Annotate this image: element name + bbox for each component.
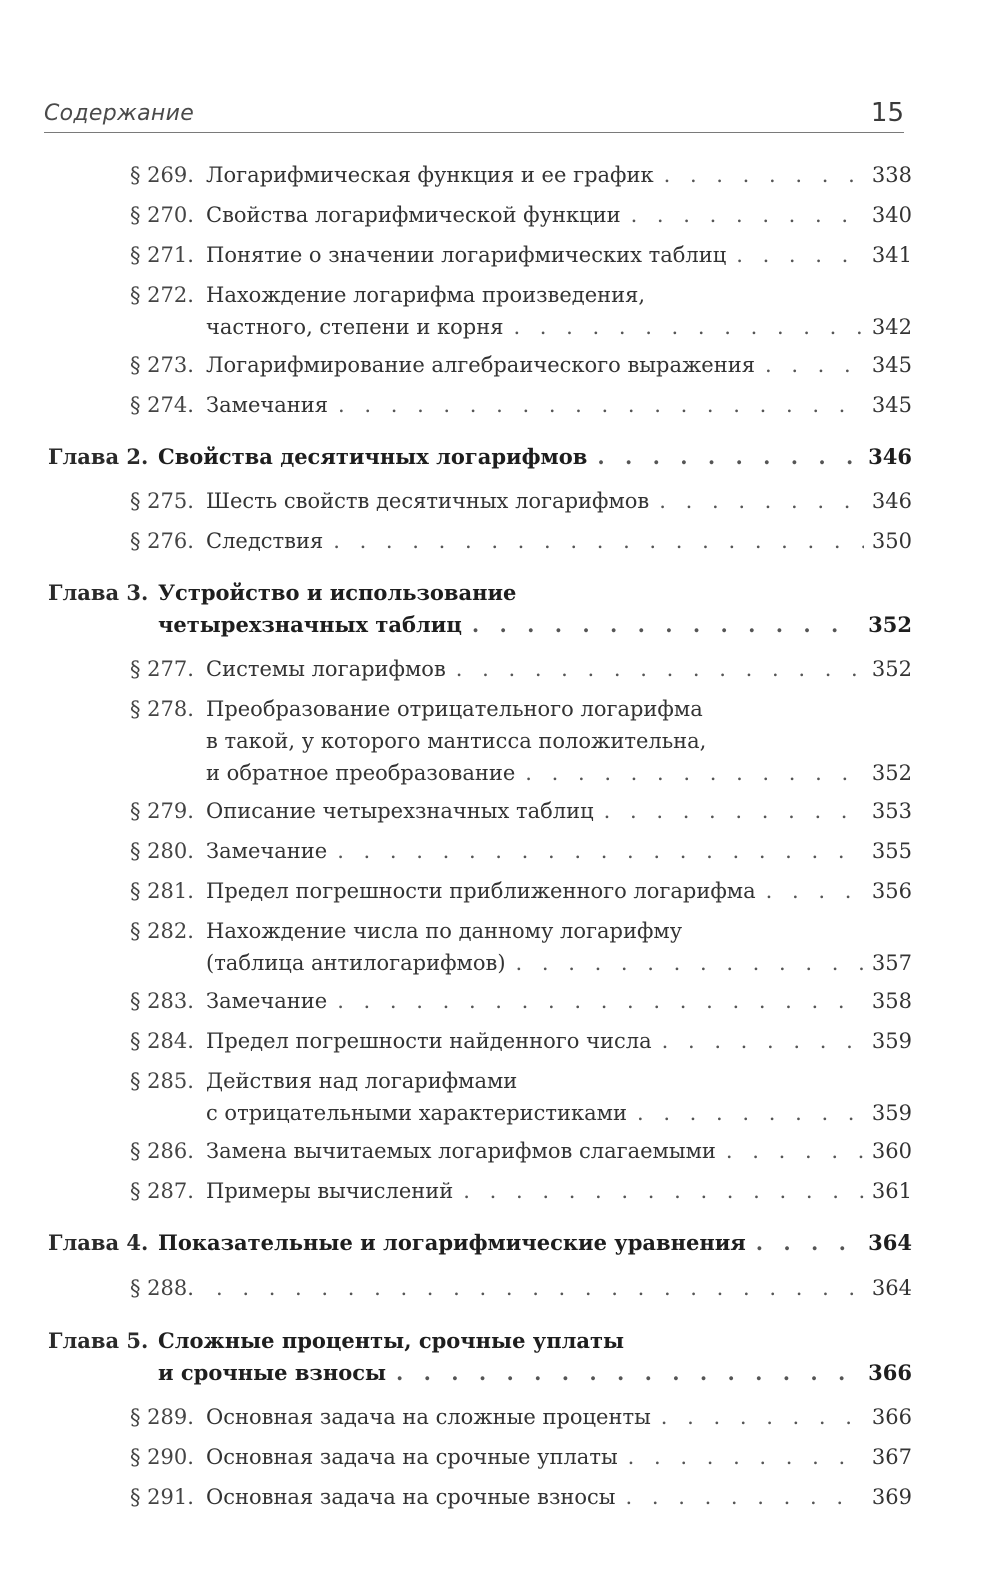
entry-title: Показательные и логарифмические уравнения (158, 1230, 746, 1255)
section-number: § 270. (130, 203, 194, 227)
toc-line (206, 1098, 912, 1128)
toc-line (158, 578, 912, 608)
section-number: § 273. (130, 353, 194, 377)
dot-leader (396, 1358, 860, 1388)
dot-leader (756, 1228, 860, 1258)
page-reference: 360 (871, 1139, 912, 1163)
entry-title: (таблица антилогарифмов) (206, 951, 506, 975)
toc-line (206, 948, 912, 978)
dot-leader (661, 1402, 864, 1432)
entry-title: Шесть свойств десятичных логарифмов (206, 489, 650, 513)
section-number: § 289. (130, 1405, 194, 1429)
dot-leader (513, 312, 863, 342)
section-number: § 279. (130, 799, 194, 823)
toc-line (206, 1442, 912, 1472)
dot-leader (525, 758, 864, 788)
entry-title: в такой, у которого мантисса положительна, (206, 729, 707, 753)
entry-title: Нахождение числа по данному логарифму (206, 919, 683, 943)
page-reference: 352 (871, 657, 912, 681)
dot-leader (626, 1482, 864, 1512)
dot-leader (338, 390, 864, 420)
entry-title: Предел погрешности найденного числа (206, 1029, 652, 1053)
toc-line (206, 350, 912, 380)
chapter-number: Глава 5. (48, 1328, 149, 1353)
section-number: § 280. (130, 839, 194, 863)
section-number: § 269. (130, 163, 194, 187)
page-reference: 357 (871, 951, 912, 975)
dot-leader (337, 836, 864, 866)
entry-title: Свойства логарифмической функции (206, 203, 621, 227)
toc-line (206, 200, 912, 230)
section-number: § 281. (130, 879, 194, 903)
page-reference: 361 (871, 1179, 912, 1203)
toc-line (206, 1176, 912, 1206)
toc-line (206, 796, 912, 826)
toc-line (206, 986, 912, 1016)
toc-line (206, 836, 912, 866)
section-number: § 282. (130, 919, 194, 943)
dot-leader (216, 1273, 864, 1303)
page-reference: 353 (871, 799, 912, 823)
toc-line (158, 1326, 912, 1356)
entry-title: Нахождение логарифма произведения, (206, 283, 646, 307)
running-title: Содержание (44, 101, 195, 126)
toc-line (158, 442, 912, 472)
entry-title: Описание четырехзначных таблиц (206, 799, 594, 823)
entry-title: Следствия (206, 529, 324, 553)
dot-leader (726, 1136, 864, 1166)
toc-line (206, 876, 912, 906)
page-reference: 369 (871, 1485, 912, 1509)
section-number: § 275. (130, 489, 194, 513)
entry-title: Основная задача на срочные уплаты (206, 1445, 618, 1469)
entry-title: с отрицательными характеристиками (206, 1101, 627, 1125)
page-reference: 364 (871, 1276, 912, 1300)
section-number: § 285. (130, 1069, 194, 1093)
entry-title: частного, степени и корня (206, 315, 504, 339)
dot-leader (337, 986, 864, 1016)
toc-line (158, 1358, 912, 1388)
entry-title: Замечания (206, 393, 329, 417)
toc-line (206, 526, 912, 556)
page-reference: 346 (871, 489, 912, 513)
section-number: § 272. (130, 283, 194, 307)
section-number: § 277. (130, 657, 194, 681)
toc-line (206, 486, 912, 516)
section-number: § 284. (130, 1029, 194, 1053)
dot-leader (604, 796, 864, 826)
chapter-number: Глава 2. (48, 444, 149, 469)
section-number: § 290. (130, 1445, 194, 1469)
toc-line (206, 312, 912, 342)
page-reference: 358 (871, 989, 912, 1013)
entry-title: и срочные взносы (158, 1360, 387, 1385)
dot-leader (766, 876, 864, 906)
page-reference: 345 (871, 353, 912, 377)
toc-line (158, 610, 912, 640)
page-reference: 345 (871, 393, 912, 417)
page-reference: 341 (871, 243, 912, 267)
page-reference: 342 (871, 315, 912, 339)
dot-leader (463, 1176, 864, 1206)
toc-line (206, 1402, 912, 1432)
section-number: § 283. (130, 989, 194, 1013)
toc-line (206, 758, 912, 788)
dot-leader (628, 1442, 864, 1472)
entry-title: Устройство и использование (158, 580, 517, 605)
toc-line (206, 240, 912, 270)
toc-line (206, 1136, 912, 1166)
entry-title: Замена вычитаемых логарифмов слагаемыми (206, 1139, 716, 1163)
entry-title: Предел погрешности приближенного логарифма (206, 879, 756, 903)
dot-leader (662, 1026, 864, 1056)
section-number: § 288. (130, 1276, 194, 1300)
page-reference: 366 (871, 1405, 912, 1429)
entry-title: Примеры вычислений (206, 1179, 454, 1203)
page-reference: 346 (868, 444, 912, 469)
entry-title: Понятие о значении логарифмических таблиц (206, 243, 727, 267)
page-reference: 359 (871, 1029, 912, 1053)
entry-title: Сложные проценты, срочные уплаты (158, 1328, 625, 1353)
page-reference: 359 (871, 1101, 912, 1125)
section-number: § 291. (130, 1485, 194, 1509)
entry-title: Свойства десятичных логарифмов (158, 444, 588, 469)
dot-leader (736, 240, 864, 270)
page-reference: 356 (871, 879, 912, 903)
dot-leader (597, 442, 860, 472)
toc-line (206, 654, 912, 684)
dot-leader (765, 350, 864, 380)
section-number: § 274. (130, 393, 194, 417)
toc-line (206, 916, 912, 946)
entry-title: Замечание (206, 839, 328, 863)
toc-line (206, 1066, 912, 1096)
page-number: 15 (870, 98, 904, 128)
page-reference: 338 (871, 163, 912, 187)
page-reference: 350 (871, 529, 912, 553)
section-number: § 271. (130, 243, 194, 267)
entry-title: Основная задача на срочные взносы (206, 1485, 616, 1509)
entry-title: Логарифмическая функция и ее график (206, 163, 654, 187)
page-reference: 352 (868, 612, 912, 637)
dot-leader (333, 526, 864, 556)
page-reference: 340 (871, 203, 912, 227)
toc-line (206, 1273, 912, 1303)
page-reference: 366 (868, 1360, 912, 1385)
section-number: § 286. (130, 1139, 194, 1163)
section-number: § 276. (130, 529, 194, 553)
dot-leader (637, 1098, 864, 1128)
entry-title: Логарифмирование алгебраического выражения (206, 353, 755, 377)
page-reference: 367 (871, 1445, 912, 1469)
toc-line (206, 160, 912, 190)
toc-line (206, 694, 912, 724)
chapter-number: Глава 4. (48, 1230, 149, 1255)
dot-leader (664, 160, 864, 190)
dot-leader (631, 200, 864, 230)
entry-title: Основная задача на сложные проценты (206, 1405, 651, 1429)
page-reference: 364 (868, 1230, 912, 1255)
entry-title: Преобразование отрицательного логарифма (206, 697, 703, 721)
toc-line (206, 390, 912, 420)
section-number: § 278. (130, 697, 194, 721)
toc-line (206, 1026, 912, 1056)
dot-leader (516, 948, 864, 978)
dot-leader (472, 610, 860, 640)
toc-line (206, 280, 912, 310)
dot-leader (456, 654, 864, 684)
entry-title: Действия над логарифмами (206, 1069, 518, 1093)
page-reference: 352 (871, 761, 912, 785)
running-header (44, 92, 904, 133)
dot-leader (659, 486, 864, 516)
chapter-number: Глава 3. (48, 580, 149, 605)
toc-line (206, 1482, 912, 1512)
entry-title: четырехзначных таблиц (158, 612, 462, 637)
toc-line (206, 726, 912, 756)
page-reference: 355 (871, 839, 912, 863)
section-number: § 287. (130, 1179, 194, 1203)
entry-title: Замечание (206, 989, 328, 1013)
toc-line (158, 1228, 912, 1258)
entry-title: Системы логарифмов (206, 657, 446, 681)
entry-title: и обратное преобразование (206, 761, 516, 785)
